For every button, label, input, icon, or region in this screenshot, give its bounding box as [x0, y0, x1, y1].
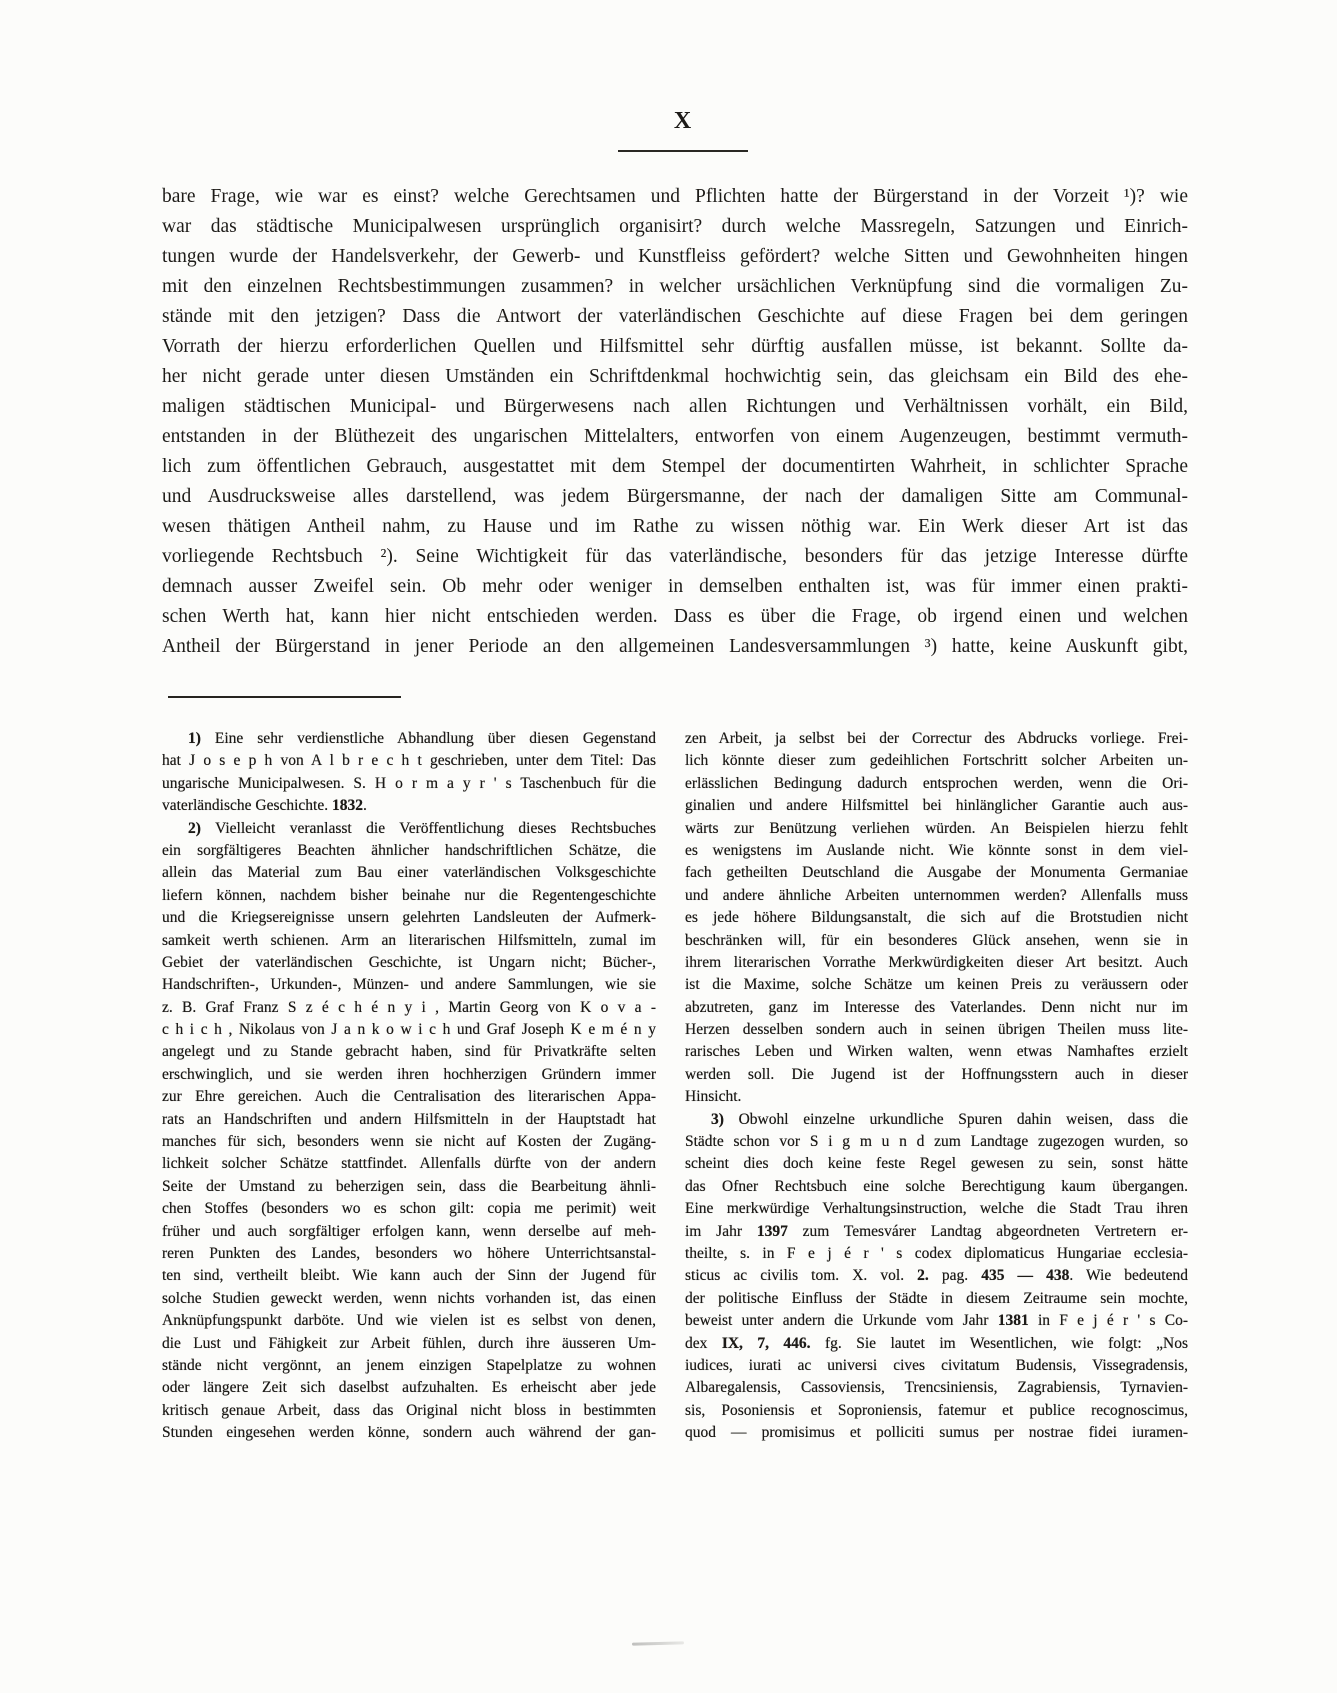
- text-line: entstanden in der Blüthezeit des ungarischen Mittelalters, entworfen von einem Augenzeugen, bestimmt vermuth-: [162, 426, 1188, 447]
- text-line: Seite der Umstand zu beherzigen sein, dass die Bearbeitung ähnli-: [162, 1177, 656, 1195]
- text-line: schen Werth hat, kann hier nicht entschieden werden. Dass es über die Frage, ob irgend einen und welchen: [162, 606, 1188, 627]
- text-line: im Jahr 1397 zum Temesvárer Landtag abgeordneten Vertretern er-: [685, 1222, 1188, 1240]
- text-line: maligen städtischen Municipal- und Bürgerwesens nach allen Richtungen und Verhältnissen vorhält, ein Bild,: [162, 396, 1188, 417]
- text-line: vaterländische Geschichte. 1832.: [162, 797, 367, 815]
- text-line: chen Stoffes (besonders wo es schon gilt: copia me perimit) weit: [162, 1200, 656, 1218]
- text-line: 1) Eine sehr verdienstliche Abhandlung über diesen Gegenstand: [188, 730, 656, 747]
- text-line: beweist unter andern die Urkunde vom Jahr 1381 in F e j é r ' s Co-: [685, 1312, 1188, 1330]
- text-line: iudices, iurati ac universi cives civitatum Budensis, Vissegradensis,: [685, 1356, 1188, 1374]
- text-line: Anknüpfungspunkt darböte. Und wie vielen ist es selbst von denen,: [162, 1312, 656, 1330]
- text-line: reren Punkten des Landes, besonders wo höhere Unterrichtsanstal-: [162, 1244, 656, 1262]
- text-line: samkeit werth schienen. Arm an literarischen Hilfsmitteln, zumal im: [162, 931, 656, 949]
- text-line: zur Ehre gereichen. Auch die Centralisation des literarischen Appa-: [162, 1088, 656, 1106]
- text-line: demnach ausser Zweifel sein. Ob mehr oder weniger in demselben enthalten ist, was für immer einen prakti-: [162, 576, 1188, 597]
- text-line: es wenigstens im Auslande nicht. Wie könnte sonst in dem viel-: [685, 841, 1188, 859]
- text-line: Städte schon vor S i g m u n d zum Landtage zugezogen wurden, so: [685, 1133, 1188, 1151]
- text-line: rats an Handschriften und andern Hilfsmitteln in der Hauptstadt hat: [162, 1110, 656, 1128]
- text-line: und die Kriegsereignisse unsern gelehrten Landsleuten der Aufmerk-: [162, 909, 656, 927]
- text-line: werden soll. Die Jugend ist der Hoffnungsstern auch in dieser: [685, 1065, 1188, 1083]
- text-line: mit den einzelnen Rechtsbestimmungen zusammen? in welcher ursächlichen Verknüpfung sind die vormaligen Zu-: [162, 276, 1188, 297]
- text-line: Eine merkwürdige Verhaltungsinstruction, welche die Stadt Trau ihren: [685, 1200, 1188, 1218]
- text-line: beschränken will, für ein besonderes Glück ansehen, wenn sie in: [685, 931, 1188, 949]
- text-line: hat J o s e p h von A l b r e c h t geschrieben, unter dem Titel: Das: [162, 752, 656, 770]
- text-line: c h i c h , Nikolaus von J a n k o w i c h und Graf Joseph K e m é n y: [162, 1021, 656, 1039]
- text-line: tungen wurde der Handelsverkehr, der Gewerb- und Kunstfleiss gefördert? welche Sitten und Gewohnheiten hingen: [162, 246, 1188, 267]
- page-number: X: [673, 108, 693, 134]
- text-line: rarisches Leben und Wirken walten, wenn etwas Namhaftes erzielt: [685, 1043, 1188, 1061]
- text-line: die Lust und Fähigkeit zur Arbeit fühlen, durch ihre äusseren Um-: [162, 1334, 656, 1352]
- text-line: liefern können, nachdem bisher beinahe nur die Regentengeschichte: [162, 886, 656, 904]
- footnote-separator-rule: [168, 696, 401, 698]
- text-line: dex IX, 7, 446. fg. Sie lautet im Wesentlichen, wie folgt: „Nos: [685, 1334, 1188, 1352]
- text-line: und andere ähnliche Arbeiten unternommen werden? Allenfalls muss: [685, 886, 1188, 904]
- text-line: vorliegende Rechtsbuch ²). Seine Wichtigkeit für das vaterländische, besonders für das jetzige Interesse dürfte: [162, 546, 1188, 567]
- text-line: bare Frage, wie war es einst? welche Gerechtsamen und Pflichten hatte der Bürgerstand in der Vorzeit ¹)? wie: [162, 186, 1188, 207]
- bottom-smudge-mark: [632, 1641, 684, 1645]
- text-line: erschwinglich, und sie werden ihren hochherzigen Gründern immer: [162, 1065, 656, 1083]
- text-line: ten sind, vertheilt bleibt. Wie kann auch der Sinn der Jugend für: [162, 1267, 656, 1285]
- text-line: Antheil der Bürgerstand in jener Periode an den allgemeinen Landesversammlungen ³) hatte, keine Auskunft gibt,: [162, 636, 1188, 657]
- text-line: ein sorgfältigeres Beachten ähnlicher handschriftlichen Schätze, die: [162, 841, 656, 859]
- page-header-rule: [618, 150, 748, 152]
- text-line: wesen thätigen Antheil nahm, zu Hause und im Rathe zu wissen nöthig war. Ein Werk dieser Art ist das: [162, 516, 1188, 537]
- page-header: [0, 0, 1337, 170]
- text-line: Vorrath der hierzu erforderlichen Quellen und Hilfsmittel sehr dürftig ausfallen müsse, ist bekannt. Sollte da-: [162, 336, 1188, 357]
- text-line: ihrem literarischen Vorrathe Merkwürdigkeiten dieser Art besitzt. Auch: [685, 953, 1188, 971]
- text-line: Albaregalensis, Cassoviensis, Trencsiniensis, Zagrabiensis, Tyrnavien-: [685, 1379, 1188, 1397]
- text-line: das Ofner Rechtsbuch eine solche Berechtigung kaum übergangen.: [685, 1177, 1188, 1195]
- text-line: Handschriften-, Urkunden-, Münzen- und andere Sammlungen, wie sie: [162, 976, 656, 994]
- text-line: solche Studien geweckt werden, wenn nichts vorhanden ist, das einen: [162, 1289, 656, 1307]
- text-line: der politische Einfluss der Städte in diesem Zeitraume sein mochte,: [685, 1289, 1188, 1307]
- text-line: früher und auch sorgfältiger erfolgen kann, wenn derselbe auf meh-: [162, 1222, 656, 1240]
- text-line: her nicht gerade unter diesen Umständen ein Schriftdenkmal hochwichtig sein, das gleichsam ein Bild des ehe-: [162, 366, 1188, 387]
- text-line: 2) Vielleicht veranlasst die Veröffentlichung dieses Rechtsbuches: [188, 819, 656, 837]
- text-line: 3) Obwohl einzelne urkundliche Spuren dahin weisen, dass die: [711, 1110, 1188, 1128]
- text-line: allein das Material zum Bau einer vaterländischen Volksgeschichte: [162, 864, 656, 882]
- text-line: Stunden eingesehen werden könne, sondern auch während der gan-: [162, 1424, 656, 1442]
- text-line: ist die Maxime, solche Schätze um keinen Preis zu veräussern oder: [685, 976, 1188, 994]
- text-line: wärts zur Benützung verliehen würden. An Beispielen hierzu fehlt: [685, 819, 1188, 837]
- text-line: oder längere Zeit sich daselbst aufzuhalten. Es erheischt aber jede: [162, 1379, 656, 1397]
- footnotes-left-column: [162, 728, 656, 1445]
- text-line: stände mit den jetzigen? Dass die Antwort der vaterländischen Geschichte auf diese Fragen bei dem geringen: [162, 306, 1188, 327]
- text-line: sticus ac civilis tom. X. vol. 2. pag. 435 — 438. Wie bedeutend: [685, 1267, 1188, 1285]
- text-line: kritisch genaue Arbeit, dass das Original nicht bloss in bestimmten: [162, 1401, 656, 1419]
- text-line: ungarische Municipalwesen. S. H o r m a y r ' s Taschenbuch für die: [162, 774, 656, 792]
- text-line: lichkeit solcher Schätze stattfindet. Allenfalls dürfte von der andern: [162, 1155, 656, 1173]
- text-line: fach getheilten Deutschland die Ausgabe der Monumenta Germaniae: [685, 864, 1188, 882]
- text-line: stände nicht vergönnt, an jenem einzigen Stapelplatze zu wohnen: [162, 1356, 656, 1374]
- text-line: scheint dies doch keine feste Regel gewesen zu sein, sonst hätte: [685, 1155, 1188, 1173]
- text-line: manches für sich, besonders wenn sie nicht auf Kosten der Zugäng-: [162, 1133, 656, 1151]
- text-line: Herzen desselben sondern auch in seinen übrigen Theilen muss lite-: [685, 1021, 1188, 1039]
- text-line: z. B. Graf Franz S z é c h é n y i , Martin Georg von K o v a -: [162, 998, 656, 1016]
- main-text-block: [162, 182, 1188, 662]
- text-line: theilte, s. in F e j é r ' s codex diplomaticus Hungariae ecclesia-: [685, 1244, 1188, 1262]
- text-line: erlässlichen Bedingung dadurch entsprochen werden, wenn die Ori-: [685, 774, 1188, 792]
- text-line: zen Arbeit, ja selbst bei der Correctur des Abdrucks vorliege. Frei-: [685, 730, 1188, 747]
- text-line: ginalien und andere Hilfsmittel bei hinlänglicher Garantie auch aus-: [685, 797, 1188, 815]
- text-line: abzutreten, ganz im Interesse des Vaterlandes. Denn nicht nur im: [685, 998, 1188, 1016]
- text-line: angelegt und zu Stande gebracht haben, sind für Privatkräfte selten: [162, 1043, 656, 1061]
- text-line: es jede höhere Bildungsanstalt, die sich auf die Brotstudien nicht: [685, 909, 1188, 927]
- footnotes-right-column: [685, 728, 1188, 1445]
- text-line: quod — promisimus et polliciti sumus per nostrae fidei iuramen-: [685, 1424, 1188, 1442]
- text-line: Gebiet der vaterländischen Geschichte, ist Ungarn nicht; Bücher-,: [162, 953, 656, 971]
- text-line: und Ausdrucksweise alles darstellend, was jedem Bürgersmanne, der nach der damaligen Sitte am Communal-: [162, 486, 1188, 507]
- text-line: sis, Posoniensis et Soproniensis, fatemur et publice recognoscimus,: [685, 1401, 1188, 1419]
- text-line: Hinsicht.: [685, 1088, 742, 1106]
- text-line: lich könnte dieser zum gedeihlichen Fortschritt solcher Arbeiten un-: [685, 752, 1188, 770]
- text-line: war das städtische Municipalwesen ursprünglich organisirt? durch welche Massregeln, Satzungen und Einrich-: [162, 216, 1188, 237]
- text-line: lich zum öffentlichen Gebrauch, ausgestattet mit dem Stempel der documentirten Wahrheit, in schlichter Sprache: [162, 456, 1188, 477]
